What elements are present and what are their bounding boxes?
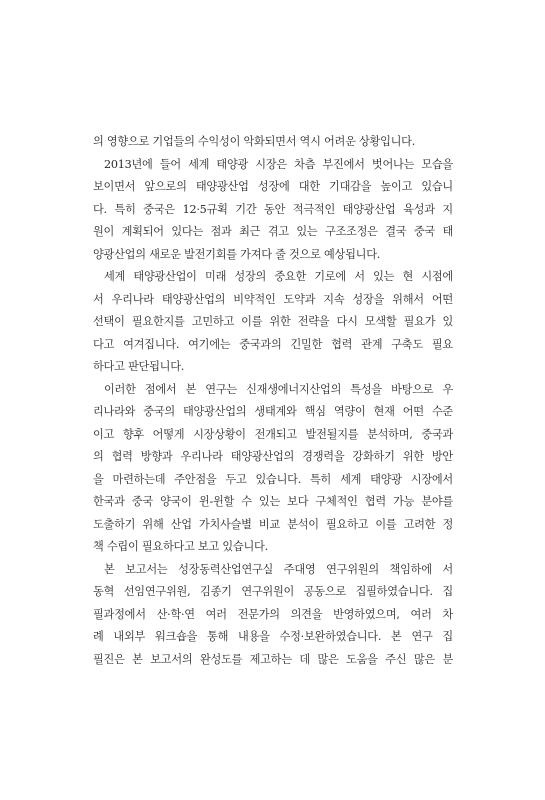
text-line: 한국과 중국 양국이 윈-윈할 수 있는 보다 구체적인 협력 가능 분야를 bbox=[93, 495, 453, 508]
text-line: 례 내외부 워크숍을 통해 내용을 수정·보완하였습니다. 본 연구 집 bbox=[93, 630, 453, 643]
text-line: 보이면서 앞으로의 태양광산업 성장에 대한 기대감을 높이고 있습니 bbox=[93, 180, 453, 193]
text-line: 2013년에 들어 세계 태양광 시장은 차츰 부진에서 벗어나는 모습을 bbox=[104, 157, 453, 171]
text-line: 선택이 필요한지를 고민하고 이를 위한 전략을 다시 모색할 필요가 있 bbox=[93, 315, 453, 328]
text-line: 본 보고서는 성장동력산업연구실 주대영 연구위원의 책임하에 서 bbox=[104, 562, 453, 576]
text-line: 필과정에서 산·학·연 여러 전문가의 의견을 반영하였으며, 여러 차 bbox=[93, 607, 453, 621]
text-line: 필진은 본 보고서의 완성도를 제고하는 데 많은 도움을 주신 많은 분 bbox=[93, 652, 453, 666]
text-line: 리나라와 중국의 태양광산업의 생태계와 핵심 역량이 현재 어떤 수준 bbox=[93, 405, 453, 418]
text-line: 의 협력 방향과 우리나라 태양광산업의 경쟁력을 강화하기 위한 방안 bbox=[93, 450, 453, 463]
text-line: 동혁 선임연구위원, 김종기 연구위원이 공동으로 집필하였습니다. 집 bbox=[93, 585, 453, 598]
body-text bbox=[93, 131, 453, 671]
text-line: 원이 계획되어 있다는 점과 최근 겪고 있는 구조조정은 결국 중국 태 bbox=[93, 225, 453, 238]
text-line: 의 영향으로 기업들의 수익성이 악화되면서 역시 어려운 상황입니다. bbox=[93, 135, 416, 148]
text-line: 하다고 판단됩니다. bbox=[93, 360, 185, 373]
text-line: 을 마련하는데 주안점을 두고 있습니다. 특히 세계 태양광 시장에서 bbox=[93, 472, 453, 486]
text-line: 이러한 점에서 본 연구는 신재생에너지산업의 특성을 바탕으로 우 bbox=[104, 382, 453, 396]
text-line: 책 수립이 필요하다고 보고 있습니다. bbox=[93, 540, 268, 553]
text-line: 서 우리나라 태양광산업의 비약적인 도약과 지속 성장을 위해서 어떤 bbox=[93, 292, 453, 306]
text-line: 이고 향후 어떻게 시장상황이 전개되고 발전될지를 분석하며, 중국과 bbox=[93, 427, 453, 441]
text-line: 양광산업의 새로운 발전기회를 가져다 줄 것으로 예상됩니다. bbox=[93, 247, 381, 261]
text-line: 다. 특히 중국은 12·5규획 기간 동안 적극적인 태양광산업 육성과 지 bbox=[93, 202, 453, 216]
text-line: 다고 여겨집니다. 여기에는 중국과의 긴밀한 협력 관계 구축도 필요 bbox=[93, 337, 453, 351]
text-line: 도출하기 위해 산업 가치사슬별 비교 분석이 필요하고 이를 고려한 정 bbox=[93, 517, 453, 531]
text-line: 세계 태양광산업이 미래 성장의 중요한 기로에 서 있는 현 시점에 bbox=[104, 270, 453, 283]
